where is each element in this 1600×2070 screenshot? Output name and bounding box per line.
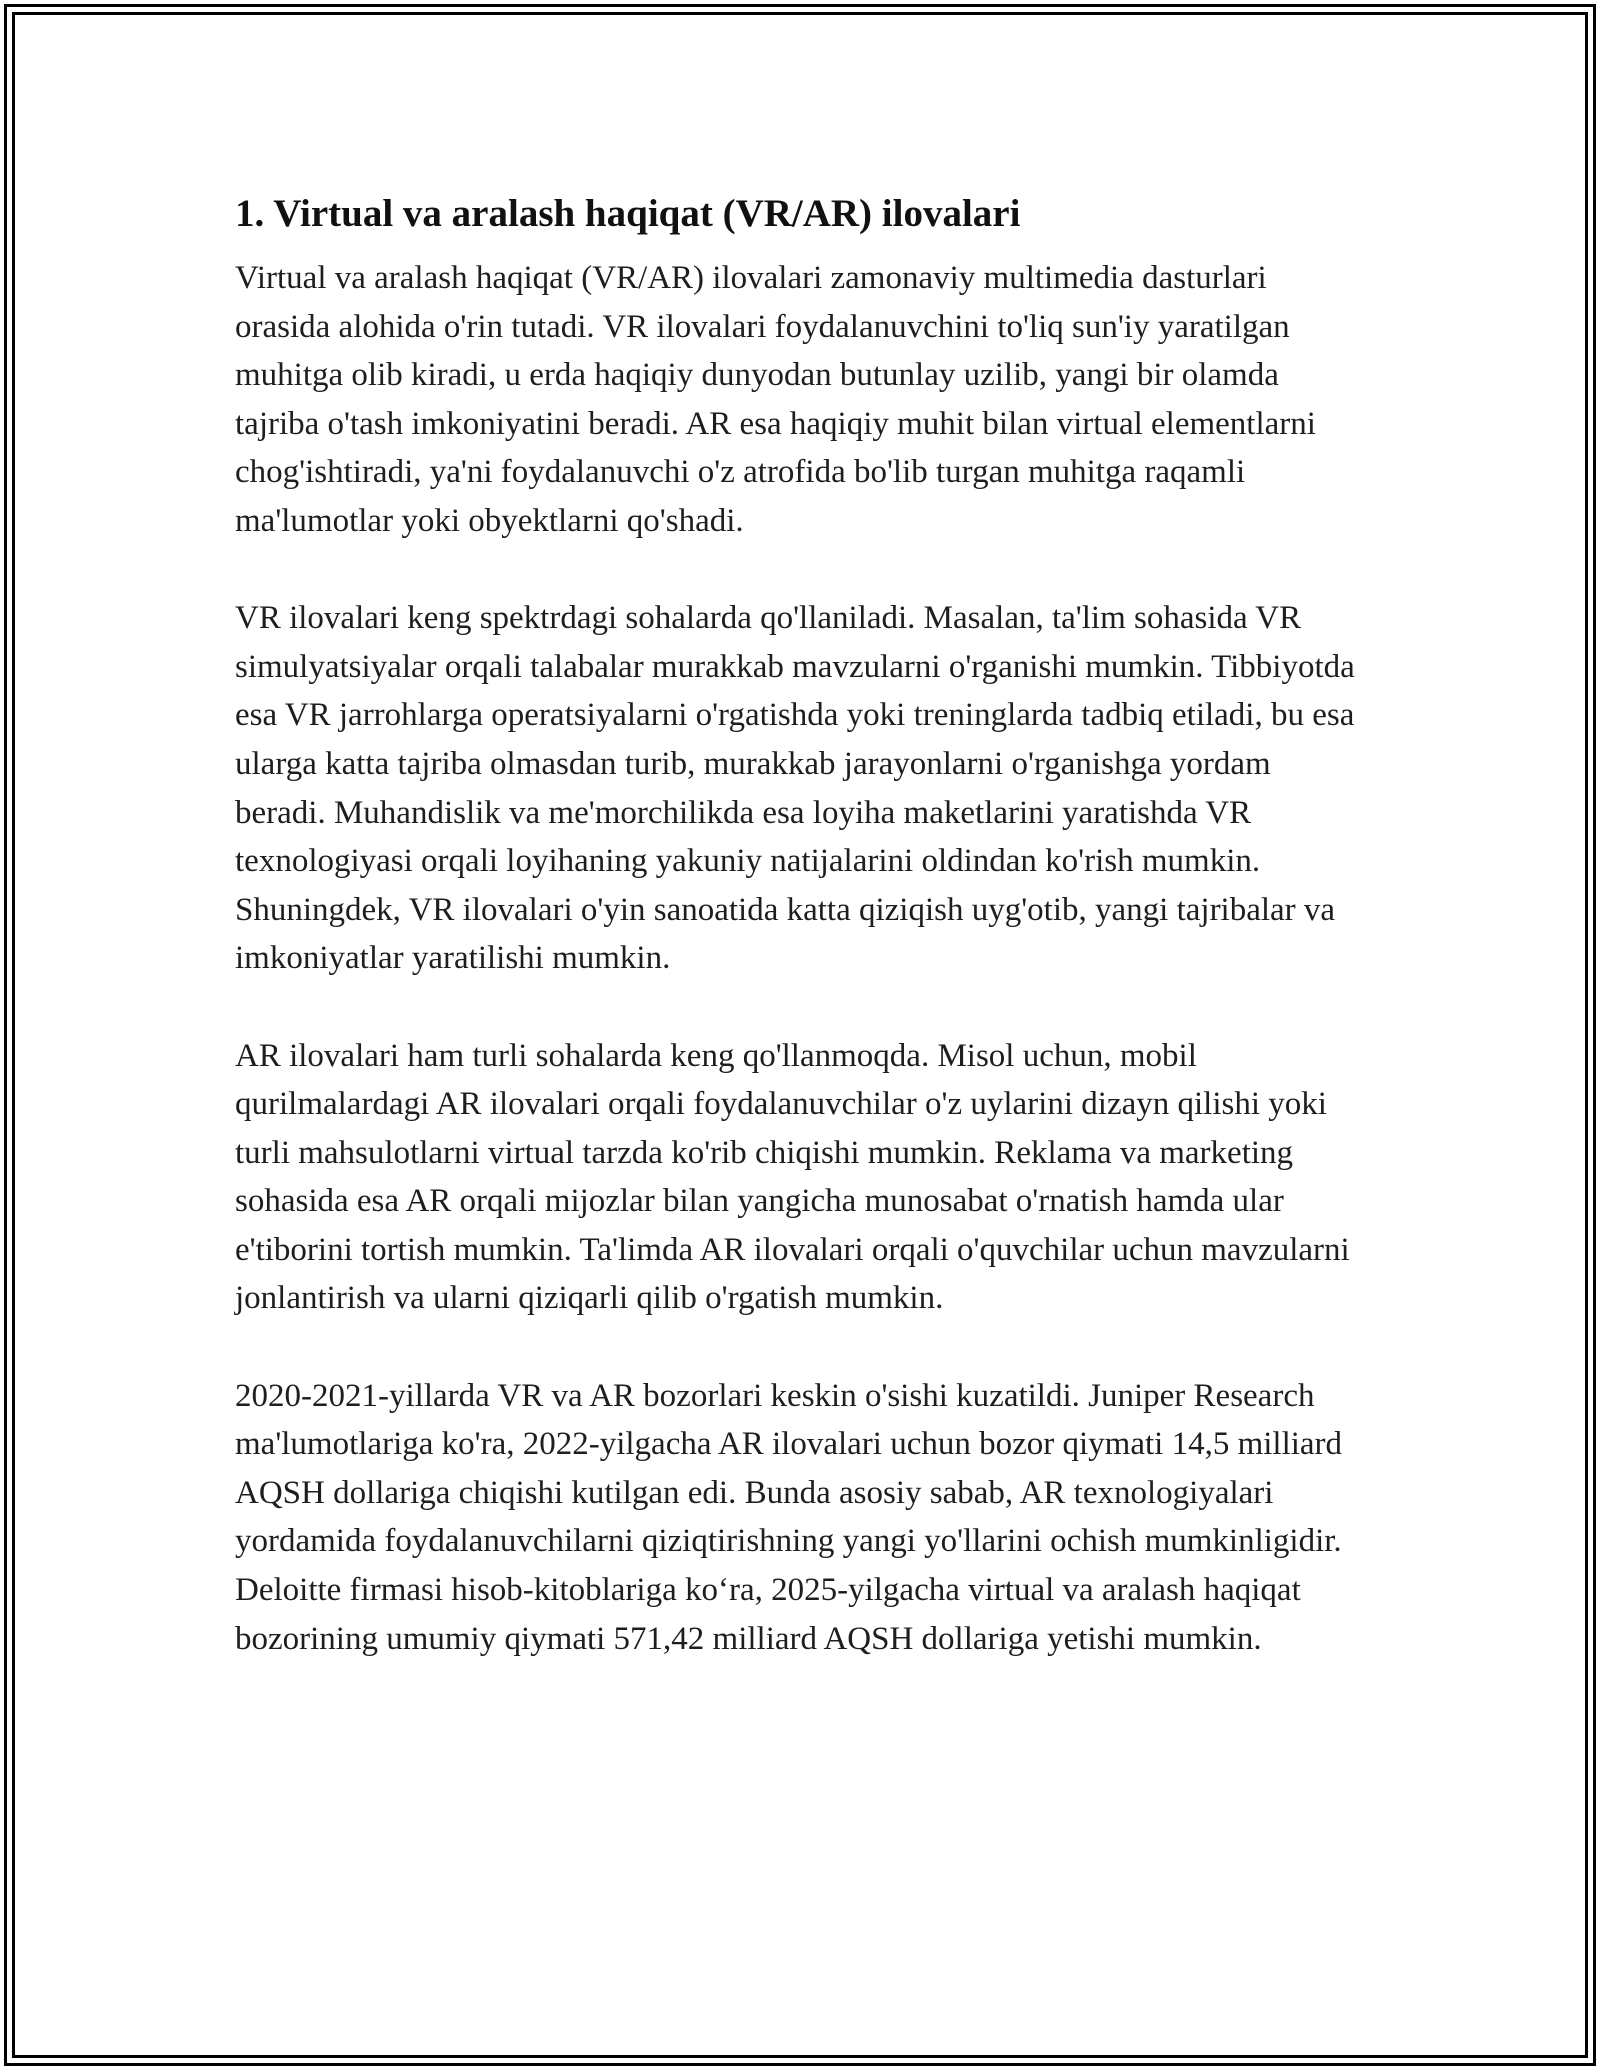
paragraph-market-growth: 2020-2021-yillarda VR va AR bozorlari keskin o'sishi kuzatildi. Juniper Research ma'lumotlariga ko'ra, 2022-yilgacha AR ilovalari uchun bozor qiymati 14,5 milliard AQSH dollariga chiqishi kutilgan edi. Bunda asosiy sabab, AR texnologiyalari yordamida foydalanuvchilarni qiziqtirishning yangi yo'llarini ochish mumkinligidir. Deloitte firmasi hisob-kitoblariga ko‘ra, 2025-yilgacha virtual va aralash haqiqat bozorining umumiy qiymati 571,42 milliard AQSH dollariga yetishi mumkin. (235, 1377, 1343, 1657)
paragraph-ar-applications: AR ilovalari ham turli sohalarda keng qo'llanmoqda. Misol uchun, mobil qurilmalardagi AR ilovalari orqali foydalanuvchilar o'z uylarini dizayn qilishi yoki turli mahsulotlarni virtual tarzda ko'rib chiqishi mumkin. Reklama va marketing sohasida esa AR orqali mijozlar bilan yangicha munosabat o'rnatish hamda ular e'tiborini tortish mumkin. Ta'limda AR ilovalari orqali o'quvchilar uchun mavzularni jonlantirish va ularni qiziqarli qilib o'rgatish mumkin. (235, 1037, 1350, 1317)
paragraph-vr-applications: VR ilovalari keng spektrdagi sohalarda qo'llaniladi. Masalan, ta'lim sohasida VR simulyatsiyalar orqali talabalar murakkab mavzularni o'rganishi mumkin. Tibbiyotda esa VR jarrohlarga operatsiyalarni o'rgatishda yoki treninglarda tadbiq etiladi, bu esa ularga katta tajriba olmasdan turib, murakkab jarayonlarni o'rganishga yordam beradi. Muhandislik va me'morchilikda esa loyiha maketlarini yaratishda VR texnologiyasi orqali loyihaning yakuniy natijalarini oldindan ko'rish mumkin. Shuningdek, VR ilovalari o'yin sanoatida katta qiziqish uyg'otib, yangi tajribalar va imkoniyatlar yaratilishi mumkin. (235, 600, 1355, 977)
document-body (235, 186, 1365, 1663)
section-heading: 1. Virtual va aralash haqiqat (VR/AR) ilovalari (235, 192, 1021, 235)
paragraph-vr-ar-intro: Virtual va aralash haqiqat (VR/AR) ilovalari zamonaviy multimedia dasturlari orasida alohida o'rin tutadi. VR ilovalari foydalanuvchini to'liq sun'iy yaratilgan muhitga olib kiradi, u erda haqiqiy dunyodan butunlay uzilib, yangi bir olamda tajriba o'tash imkoniyatini beradi. AR esa haqiqiy muhit bilan virtual elementlarni chog'ishtiradi, ya'ni foydalanuvchi o'z atrofida bo'lib turgan muhitga raqamli ma'lumotlar yoki obyektlarni qo'shadi. (235, 260, 1316, 539)
